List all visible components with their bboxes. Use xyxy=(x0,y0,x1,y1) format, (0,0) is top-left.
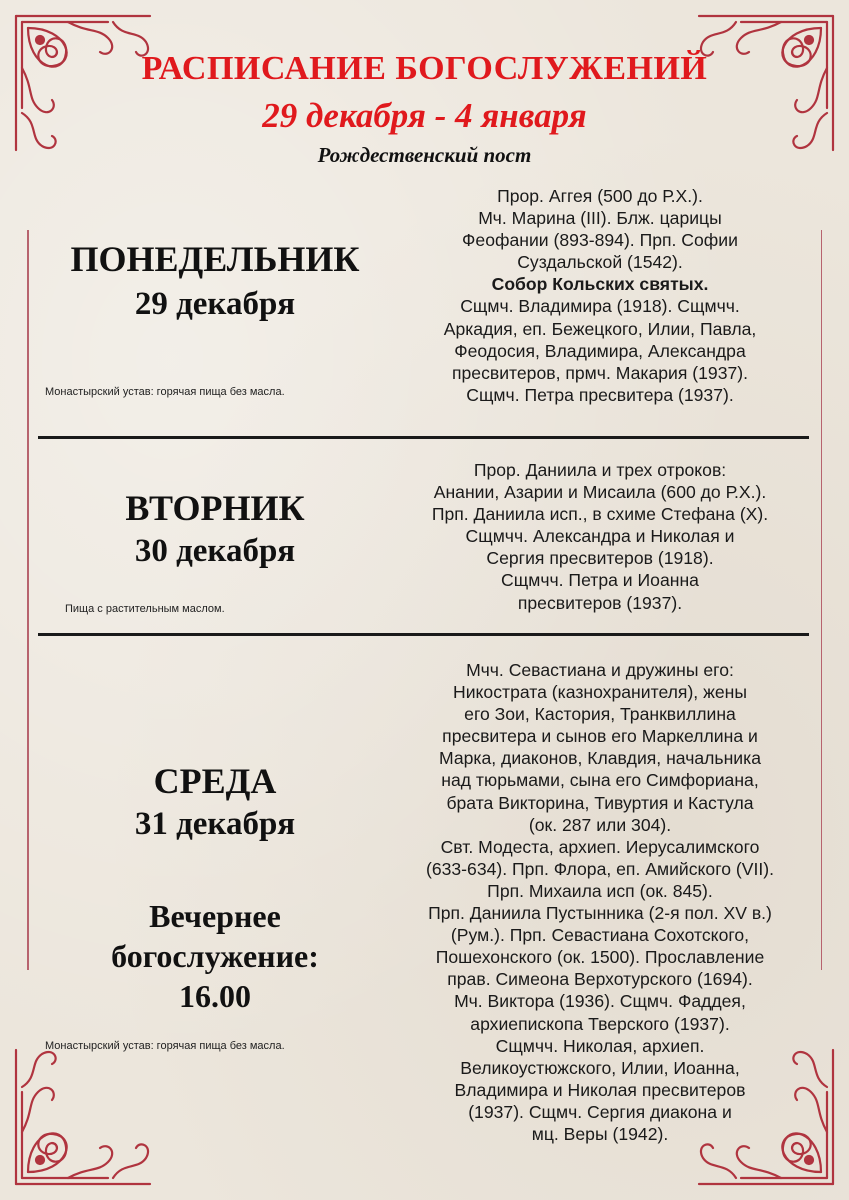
saint-line: Мчч. Севастиана и дружины его: xyxy=(466,660,734,680)
saint-line: прав. Симеона Верхотурского (1694). xyxy=(447,969,753,990)
left-border-line xyxy=(27,230,29,970)
date-range: 29 декабря - 4 января xyxy=(262,96,587,135)
evening-service-label: Вечернее xyxy=(149,898,281,934)
saint-line: Владимира и Николая пресвитеров xyxy=(454,1079,746,1100)
saint-line: Сщмч. Петра пресвитера (1937). xyxy=(466,384,734,405)
saint-line: Пошехонского (ок. 1500). Прославление xyxy=(435,947,765,968)
saint-line: пресвитера и сынов его Маркеллина и xyxy=(442,726,758,747)
day-date-wednesday: 31 декабря xyxy=(134,806,296,842)
section-divider xyxy=(38,436,809,439)
saint-line: Феофании (893-894). Прп. Софии xyxy=(462,230,738,251)
saint-line: Прп. Михаила исп (ок. 845). xyxy=(487,880,713,901)
day-date-monday: 29 декабря xyxy=(134,286,296,322)
saint-line: Прп. Даниила Пустынника (2-я пол. XV в.) xyxy=(428,903,772,924)
saint-line: брата Викторина, Тивуртия и Кастула xyxy=(446,792,754,813)
saint-line: Прп. Даниила исп., в схиме Стефана (Х). xyxy=(431,504,769,525)
section-divider xyxy=(38,633,809,636)
saint-line: Никострата (казнохранителя), жены xyxy=(453,682,747,703)
saint-line: (633-634). Прп. Флора, еп. Амийского (VII). xyxy=(425,858,775,879)
saints-list-wednesday xyxy=(395,659,805,1145)
saints-list-monday xyxy=(395,185,805,406)
evening-service-time: 16.00 xyxy=(179,978,251,1014)
saint-line: мц. Веры (1942). xyxy=(531,1123,669,1144)
day-date-tuesday: 30 декабря xyxy=(134,533,296,569)
corner-ornament-bottom-left xyxy=(8,1042,158,1192)
saint-line: Великоустюжского, Илии, Иоанна, xyxy=(460,1057,740,1078)
saint-line: Аркадия, еп. Бежецкого, Илии, Павла, xyxy=(443,318,757,339)
saint-line: Прор. Аггея (500 до Р.Х.). xyxy=(497,186,703,206)
fast-period: Рождественский пост xyxy=(317,143,532,167)
saint-line: Сщмчч. Александра и Николая и xyxy=(465,526,735,547)
saint-line: Марка, диаконов, Клавдия, начальника xyxy=(438,748,761,769)
saint-line: (ок. 287 или 304). xyxy=(528,814,672,835)
saint-line: пресвитеров (1937). xyxy=(517,592,683,613)
saint-line: пресвитеров, прмч. Макария (1937). xyxy=(451,362,749,383)
saints-list-tuesday xyxy=(395,459,805,614)
saint-line: Мч. Виктора (1936). Сщмч. Фаддея, xyxy=(454,991,746,1012)
saint-line: Сергия пресвитеров (1918). xyxy=(486,548,714,569)
day-name-wednesday: СРЕДА xyxy=(153,761,277,801)
saint-line-highlight: Собор Кольских святых. xyxy=(491,274,709,295)
saint-line: Свт. Модеста, архиеп. Иерусалимского xyxy=(440,836,760,857)
page-title: РАСПИСАНИЕ БОГОСЛУЖЕНИЙ xyxy=(141,50,708,87)
saint-line: архиепископа Тверского (1937). xyxy=(470,1013,730,1034)
saint-line: Мч. Марина (III). Блж. царицы xyxy=(478,208,722,229)
right-border-line xyxy=(821,230,823,970)
saint-line: Сщмчч. Петра и Иоанна xyxy=(501,570,699,591)
day-name-monday: ПОНЕДЕЛЬНИК xyxy=(70,239,360,279)
saint-line: Суздальской (1542). xyxy=(517,252,683,273)
fasting-rule-tuesday: Пища с растительным маслом. xyxy=(65,603,225,615)
saint-line: (Рум.). Прп. Севастиана Сохотского, xyxy=(450,925,750,946)
saint-line: Феодосия, Владимира, Александра xyxy=(454,340,746,361)
saint-line: (1937). Сщмч. Сергия диакона и xyxy=(468,1101,732,1122)
evening-service-label: богослужение: xyxy=(111,938,319,974)
fasting-rule-wednesday: Монастырский устав: горячая пища без масла. xyxy=(45,1040,285,1052)
evening-service xyxy=(40,896,390,1016)
saint-line: Сщмч. Владимира (1918). Сщмчч. xyxy=(460,296,740,317)
fasting-rule-monday: Монастырский устав: горячая пища без масла. xyxy=(45,386,285,398)
saint-line: Прор. Даниила и трех отроков: xyxy=(473,460,727,480)
day-name-tuesday: ВТОРНИК xyxy=(125,488,305,528)
saint-line: над тюрьмами, сына его Симфориана, xyxy=(441,770,759,791)
saint-line: Анании, Азарии и Мисаила (600 до Р.Х.). xyxy=(433,482,767,503)
saint-line: его Зои, Кастория, Транквиллина xyxy=(464,704,736,725)
saint-line: Сщмчч. Николая, архиеп. xyxy=(495,1035,705,1056)
